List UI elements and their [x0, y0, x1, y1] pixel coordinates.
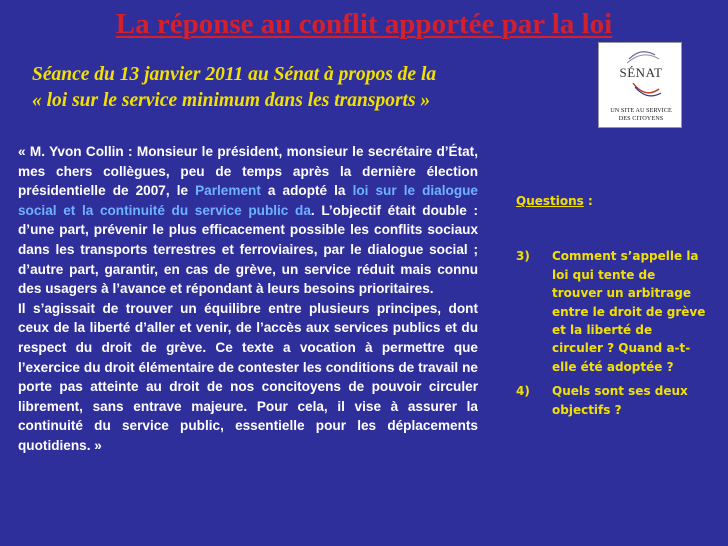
- slide-title: La réponse au conflit apportée par la loi: [115, 8, 613, 40]
- questions-header-suffix: :: [583, 194, 593, 208]
- senat-logo-tagline: [599, 107, 683, 122]
- transcript-p1-b: a adopté la: [260, 183, 346, 199]
- question-number: 3): [516, 249, 530, 264]
- questions-header: [516, 192, 706, 210]
- question-number: 4): [516, 384, 530, 399]
- law-title-link[interactable]: loi sur le dialogue social et la continuité du service public da: [18, 183, 478, 218]
- slide-subtitle: [32, 62, 592, 114]
- senat-logo: [598, 42, 682, 128]
- senat-logo-tagline-2: DES CITOYENS: [618, 114, 664, 122]
- transcript-paragraph-1: [18, 142, 478, 299]
- questions-header-word: Questions: [516, 194, 584, 208]
- senate-transcript: [18, 142, 478, 536]
- transcript-paragraph-2: Il s’agissait de trouver un équilibre entre plusieurs principes, dont ceux de la liberté d’aller et venir, de l’accès aux services publics et du respect du droit de grève. Ce texte a vocation à permettre que l’exercice du droit élémentaire de contester les conditions de travail ne porte pas atteinte au droit de nos concitoyens de pouvoir circuler librement, sans entrave majeure. Pour cela, il vise à assurer la continuité du service public, essentielle pour les déplacements quotidiens. »: [18, 300, 478, 453]
- question-text-a: Comment s’appelle la loi qui tente de trouver un arbitrage entre le droit de grève et la liberté de circuler ?: [552, 249, 706, 356]
- senat-logo-word: SÉNAT: [619, 65, 663, 80]
- questions-panel: [516, 192, 706, 419]
- transcript-p1-a: « M. Yvon Collin : Monsieur le président, monsieur le secrétaire d’État, mes chers collègues, peu de temps après la dernière élection présidentielle de 2007, le: [18, 144, 478, 199]
- question-text-b: Quand a-t-elle été adoptée ?: [552, 341, 691, 374]
- question-text: Quels sont ses deux objectifs ?: [552, 384, 688, 417]
- subtitle-line-1: Séance du 13 janvier 2011 au Sénat à propos de la: [32, 64, 437, 85]
- subtitle-line-2: « loi sur le service minimum dans les transports »: [32, 90, 431, 111]
- question-text: [552, 249, 705, 373]
- senat-logo-tagline-1: UN SITE AU SERVICE: [610, 107, 672, 114]
- question-item: [516, 382, 706, 419]
- transcript-p1-c: . L’objectif était double : d’une part, prévenir le plus efficacement possible les conflits sociaux dans les transports terrestres et ferroviaires, par le dialogue social ; d’autre part, garantir, en cas de grève, un service réduit mais connu des usagers à l’avance et répondant à leurs besoins prioritaires.: [18, 202, 478, 297]
- parlement-link[interactable]: Parlement: [195, 183, 261, 199]
- question-item: [516, 247, 706, 376]
